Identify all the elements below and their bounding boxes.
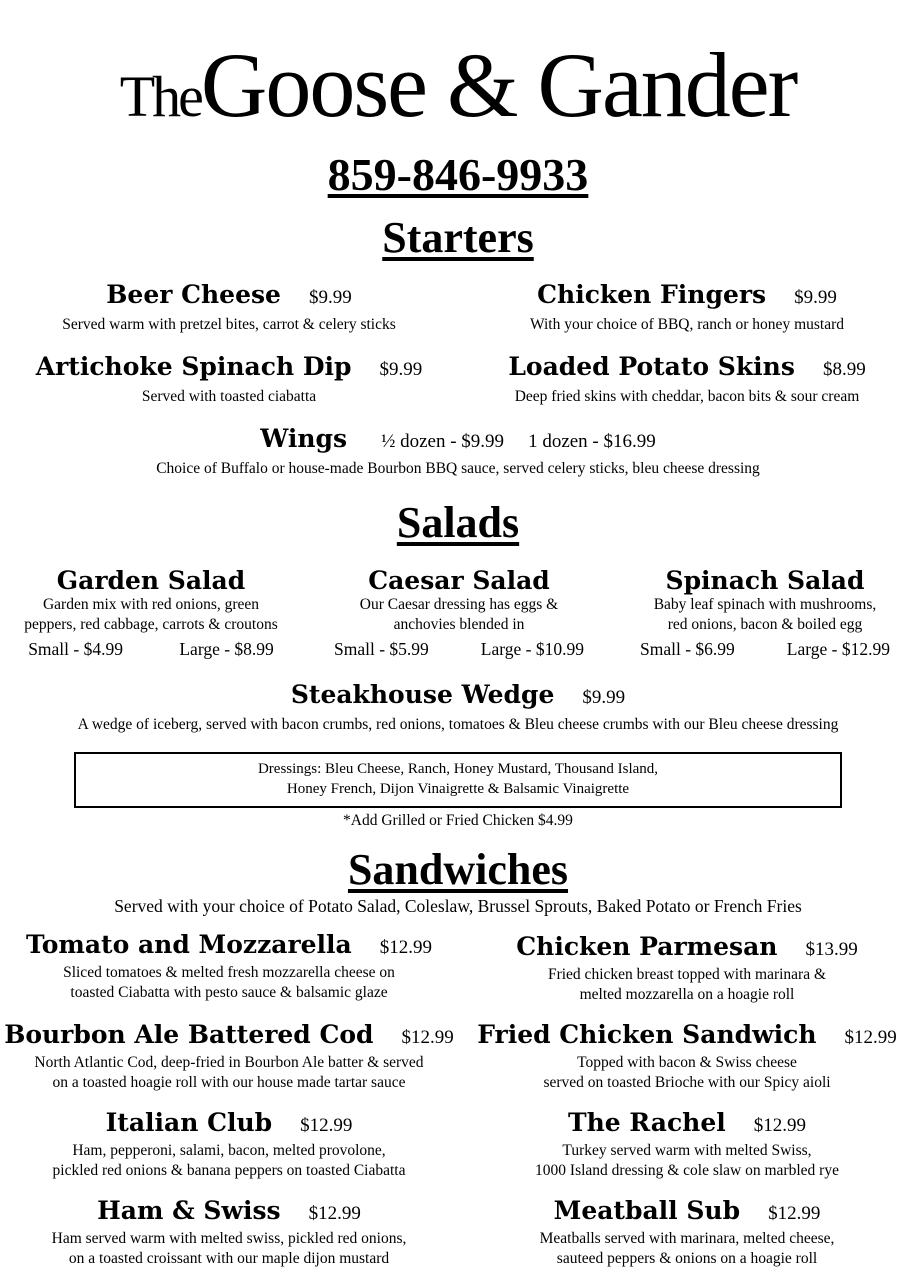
item-name: Bourbon Ale Battered Cod	[4, 1020, 374, 1049]
item-name: Garden Salad	[56, 566, 246, 595]
item-description: A wedge of iceberg, served with bacon crumbs, red onions, tomatoes & Bleu cheese crumbs with our Bleu cheese dressing	[77, 716, 839, 733]
item-price: $12.99	[379, 937, 432, 958]
salad-item	[614, 566, 916, 660]
item-price: $9.99	[308, 287, 352, 308]
menu-item	[458, 280, 916, 335]
large-price: Large - $12.99	[786, 639, 890, 659]
menu-item	[458, 1020, 916, 1093]
item-name: Chicken Fingers	[537, 280, 767, 309]
item-description-line2: pickled red onions & banana peppers on toasted Ciabatta	[52, 1162, 406, 1179]
item-description-line1: Garden mix with red onions, green	[42, 596, 260, 613]
menu-item	[0, 1196, 458, 1269]
half-dozen-price: ½ dozen - $9.99	[381, 431, 505, 452]
chicken-addon: *Add Grilled or Fried Chicken $4.99	[343, 812, 573, 829]
item-description-line2: 1000 Island dressing & cole slaw on marbled rye	[535, 1162, 839, 1179]
item-price: $12.99	[844, 1027, 897, 1048]
item-name: Ham & Swiss	[97, 1196, 281, 1225]
item-description: Served warm with pretzel bites, carrot & celery sticks	[62, 316, 396, 333]
item-description-line2: on a toasted croissant with our maple dijon mustard	[68, 1250, 390, 1267]
large-price: Large - $10.99	[480, 639, 584, 659]
item-name: Beer Cheese	[106, 280, 281, 309]
item-price: $12.99	[768, 1203, 821, 1224]
menu-item	[0, 352, 458, 407]
item-description-line1: North Atlantic Cod, deep-fried in Bourbon Ale batter & served	[34, 1054, 424, 1071]
item-name: Artichoke Spinach Dip	[35, 352, 352, 381]
large-price: Large - $8.99	[179, 639, 274, 659]
item-price: $13.99	[805, 939, 858, 960]
dressings-line1: Dressings: Bleu Cheese, Ranch, Honey Mustard, Thousand Island,	[257, 761, 659, 777]
item-description-line2: on a toasted hoagie roll with our house made tartar sauce	[52, 1074, 406, 1091]
item-name: Spinach Salad	[665, 566, 865, 595]
item-name: Caesar Salad	[368, 566, 550, 595]
starters-title: Starters	[382, 213, 534, 262]
dozen-price: 1 dozen - $16.99	[528, 431, 656, 452]
logo-the: The	[119, 64, 201, 129]
item-description-line2: sauteed peppers & onions on a hoagie roll	[556, 1250, 818, 1267]
item-name: The Rachel	[568, 1108, 726, 1137]
small-price: Small - $4.99	[28, 639, 123, 659]
item-price: $9.99	[794, 287, 837, 308]
item-description: Deep fried skins with cheddar, bacon bits & sour cream	[514, 388, 860, 405]
item-name: Tomato and Mozzarella	[25, 930, 352, 959]
menu-item	[0, 1020, 458, 1093]
item-description: Served with toasted ciabatta	[141, 388, 317, 405]
item-description-line1: Sliced tomatoes & melted fresh mozzarella cheese on	[63, 964, 395, 981]
item-description-line2: anchovies blended in	[393, 616, 525, 633]
dressings-box	[74, 752, 842, 808]
menu-item	[458, 352, 916, 407]
menu-item	[458, 1196, 916, 1269]
item-name: Chicken Parmesan	[516, 932, 778, 961]
item-description-line2: served on toasted Brioche with our Spicy aioli	[543, 1074, 831, 1091]
item-price: $9.99	[379, 359, 423, 380]
menu-item	[0, 930, 458, 1003]
item-name: Loaded Potato Skins	[508, 352, 795, 381]
item-description-line1: Turkey served warm with melted Swiss,	[562, 1142, 812, 1159]
item-description-line2: peppers, red cabbage, carrots & croutons	[24, 616, 278, 633]
item-price: $12.99	[753, 1115, 806, 1136]
item-price: $12.99	[401, 1027, 454, 1048]
item-price: $9.99	[582, 687, 626, 708]
salad-item	[308, 566, 610, 660]
item-description-line1: Fried chicken breast topped with marinara &	[547, 966, 827, 983]
item-price: $12.99	[308, 1203, 361, 1224]
sandwiches-title: Sandwiches	[347, 845, 569, 894]
menu-item	[458, 1108, 916, 1181]
logo-name: Goose & Gander	[200, 34, 797, 136]
wedge-item	[0, 680, 916, 735]
menu-item	[0, 280, 458, 335]
small-price: Small - $5.99	[334, 639, 429, 659]
item-description-line1: Topped with bacon & Swiss cheese	[577, 1054, 797, 1071]
item-description-line1: Our Caesar dressing has eggs &	[359, 596, 559, 613]
menu-item	[458, 932, 916, 1005]
dressings-line2: Honey French, Dijon Vinaigrette & Balsamic Vinaigrette	[286, 781, 630, 797]
item-description-line2: toasted Ciabatta with pesto sauce & balsamic glaze	[70, 984, 388, 1001]
item-price: $8.99	[822, 359, 866, 380]
salad-item	[0, 566, 302, 660]
item-name: Italian Club	[105, 1108, 273, 1137]
item-description: With your choice of BBQ, ranch or honey mustard	[529, 316, 845, 333]
item-description-line2: red onions, bacon & boiled egg	[667, 616, 863, 633]
item-description: Choice of Buffalo or house-made Bourbon BBQ sauce, served celery sticks, bleu cheese dressing	[156, 460, 760, 477]
item-price: $12.99	[300, 1115, 353, 1136]
small-price: Small - $6.99	[640, 639, 735, 659]
item-description-line1: Baby leaf spinach with mushrooms,	[653, 596, 877, 613]
item-description-line2: melted mozzarella on a hoagie roll	[579, 986, 795, 1003]
item-name: Fried Chicken Sandwich	[477, 1020, 817, 1049]
item-description-line1: Ham, pepperoni, salami, bacon, melted provolone,	[72, 1142, 386, 1159]
menu-item	[0, 1108, 458, 1181]
restaurant-logo	[0, 30, 916, 152]
item-name: Steakhouse Wedge	[290, 680, 555, 709]
phone-number: 859-846-9933	[327, 149, 589, 200]
item-description-line1: Ham served warm with melted swiss, pickled red onions,	[51, 1230, 407, 1247]
wings-item	[0, 424, 916, 479]
salads-title: Salads	[396, 498, 520, 547]
sandwiches-subtitle: Served with your choice of Potato Salad, Coleslaw, Brussel Sprouts, Baked Potato or French Fries	[114, 896, 802, 916]
item-name: Wings	[260, 424, 348, 453]
item-name: Meatball Sub	[553, 1196, 741, 1225]
item-description-line1: Meatballs served with marinara, melted cheese,	[539, 1230, 835, 1247]
